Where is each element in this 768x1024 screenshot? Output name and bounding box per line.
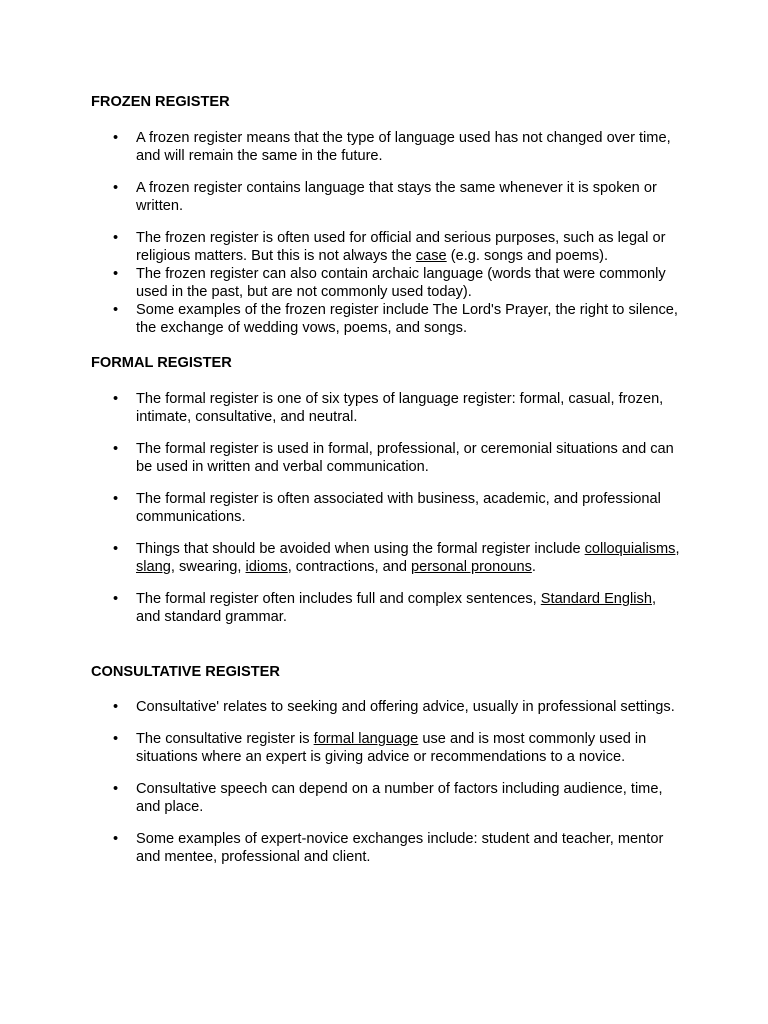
- list-item: • The formal register often includes full and complex sentences, Standard English, and standard grammar.: [0, 590, 681, 626]
- list-item: • The frozen register is often used for official and serious purposes, such as legal or religious matters. But this is not always the case (e.g. songs and poems).: [0, 229, 681, 265]
- list-item: • The consultative register is formal language use and is most commonly used in situations where an expert is giving advice or recommendations to a novice.: [0, 730, 681, 766]
- list-item: • A frozen register contains language that stays the same whenever it is spoken or written.: [0, 179, 681, 215]
- formal-register-list: [0, 390, 681, 626]
- list-item: • The frozen register can also contain archaic language (words that were commonly used in the past, but are not commonly used today).: [0, 265, 681, 301]
- list-item: • Some examples of expert-novice exchanges include: student and teacher, mentor and mentee, professional and client.: [0, 830, 681, 866]
- section-heading-frozen: FROZEN REGISTER: [91, 94, 230, 110]
- frozen-register-list: [0, 129, 681, 337]
- link-colloquialisms[interactable]: colloquialisms: [584, 541, 676, 557]
- list-item: • The formal register is often associated with business, academic, and professional communications.: [0, 490, 681, 526]
- consultative-register-list: [0, 698, 681, 866]
- list-item: • Consultative speech can depend on a number of factors including audience, time, and place.: [0, 780, 681, 816]
- link-standard-english[interactable]: Standard English: [540, 591, 652, 607]
- link-formal-language[interactable]: formal language: [313, 731, 419, 747]
- list-item: • The formal register is one of six types of language register: formal, casual, frozen, intimate, consultative, and neutral.: [0, 390, 681, 426]
- list-item: • A frozen register means that the type of language used has not changed over time, and will remain the same in the future.: [0, 129, 681, 165]
- list-item: • Consultative' relates to seeking and offering advice, usually in professional settings.: [0, 698, 681, 716]
- list-item: • Things that should be avoided when using the formal register include colloquialisms, slang, swearing, idioms, contractions, and personal pronouns.: [0, 540, 681, 576]
- link-idioms[interactable]: idioms: [245, 559, 288, 575]
- section-heading-formal: FORMAL REGISTER: [91, 355, 232, 371]
- section-heading-consultative: CONSULTATIVE REGISTER: [91, 664, 280, 680]
- link-slang[interactable]: slang: [136, 559, 171, 575]
- link-personal-pronouns[interactable]: personal pronouns: [411, 559, 532, 575]
- list-item: • The formal register is used in formal, professional, or ceremonial situations and can be used in written and verbal communication.: [0, 440, 681, 476]
- link-case[interactable]: case: [415, 248, 447, 264]
- list-item: • Some examples of the frozen register include The Lord's Prayer, the right to silence, the exchange of wedding vows, poems, and songs.: [0, 301, 681, 337]
